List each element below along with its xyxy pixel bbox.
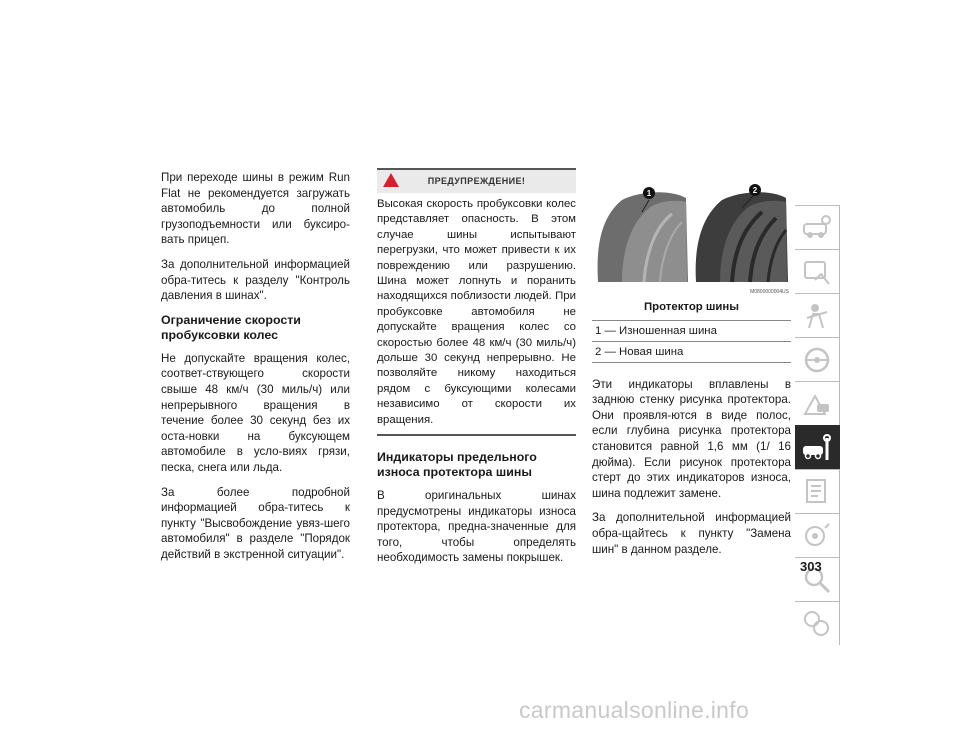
warning-box <box>377 168 576 436</box>
multimedia-icon <box>801 520 833 552</box>
tpms-reference-paragraph: За дополнительной информацией обра-титесь к разделу "Контроль давления в шинах". <box>161 257 350 303</box>
wheel-spin-heading: Ограничение скорости пробуксовки колес <box>161 312 301 342</box>
right-column <box>592 170 791 566</box>
tab-dashboard-warnings[interactable] <box>795 249 840 293</box>
emergency-icon <box>801 388 833 420</box>
tread-indicator-heading: Индикаторы предельного износа протектора шины <box>377 450 537 480</box>
legend-item-new: 2 — Новая шина <box>592 341 791 363</box>
tab-languages[interactable] <box>795 601 840 645</box>
marker-1: 1 <box>646 189 652 198</box>
chapter-tabs <box>795 205 841 645</box>
vehicle-info-icon <box>801 212 833 244</box>
wheel-spin-paragraph: Не допускайте вращения колес, соответ-ствующего скорости свыше 48 км/ч (30 миль/ч) или непрерывного вращения в течение более 30 секунд без их оста-новки на буксующем автомобиле в усло-виях грязи, песка, снега или льда. <box>161 351 350 474</box>
left-column <box>161 170 350 571</box>
specifications-icon <box>801 476 833 508</box>
tread-indicator-paragraph: В оригинальных шинах предусмотрены индикаторы износа протектора, предна-значенные для того, чтобы определять необходимость замены покрышек. <box>377 489 576 565</box>
language-icon <box>801 608 833 640</box>
figure-legend <box>592 320 791 363</box>
dashboard-warning-icon <box>801 256 833 288</box>
tab-starting-operating[interactable] <box>795 337 840 381</box>
safety-icon <box>801 300 833 332</box>
service-tools-icon <box>801 432 833 464</box>
marker-2: 2 <box>752 186 758 195</box>
tire-tread-figure <box>592 170 791 300</box>
figure-caption: Протектор шины <box>643 301 740 313</box>
figure-code: M0800000004US <box>750 289 789 295</box>
tab-specifications[interactable] <box>795 469 840 513</box>
tab-vehicle-info[interactable] <box>795 205 840 249</box>
steering-wheel-icon <box>801 344 833 376</box>
stuck-vehicle-reference-paragraph: За более подробной информацией обра-титесь к пункту "Высвобождение увяз-шего автомобиля" в разделе "Порядок действий в экстренной ситуации". <box>161 485 350 561</box>
run-flat-paragraph: При переходе шины в режим Run Flat не рекомендуется загружать автомобиль до полной грузоподъемности или буксиро-вать прицеп. <box>161 171 350 247</box>
tab-servicing-maintenance[interactable] <box>795 425 840 469</box>
warning-triangle-icon <box>383 173 399 187</box>
new-tire-image <box>696 192 788 282</box>
warning-header <box>377 170 576 193</box>
middle-column <box>377 168 576 575</box>
indicator-description-paragraph: Эти индикаторы вплавлены в заднюю стенку рисунка протектора. Они проявля-ются в виде полос, если глубина рисунка протектора становится равной 1,6 мм (1/ 16 дюйма). Если рисунок протектора стерт до этих индикаторов износа, шина подлежит замене. <box>592 377 791 500</box>
warning-title: ПРЕДУПРЕЖДЕНИЕ! <box>427 176 526 186</box>
watermark: carmanualsonline.info <box>519 697 750 723</box>
tire-replacement-reference-paragraph: За дополнительной информацией обра-щайтесь к пункту "Замена шин" в данном разделе. <box>592 511 791 556</box>
legend-item-worn: 1 — Изношенная шина <box>592 320 791 341</box>
page-number: 303 <box>800 559 822 574</box>
tab-emergency[interactable] <box>795 381 840 425</box>
tire-illustration <box>592 178 791 290</box>
warning-text: Высокая скорость пробуксовки колес представляет опасность. В этом случае шины испытывают перегрузки, что может привести к их повреждению или разрушению. Шина может лопнуть и поранить находящихся поблизости людей. При пробуксовке автомобиля не допускайте вращения колес со скоростью более 48 км/ч (30 миль/ч) дольше 30 секунд непрерывно. Не позволяйте никому находиться рядом с буксующими колесами независимо от скорости их вращения. <box>377 198 576 426</box>
tab-multimedia[interactable] <box>795 513 840 557</box>
worn-tire-image <box>598 192 688 282</box>
tab-safety[interactable] <box>795 293 840 337</box>
